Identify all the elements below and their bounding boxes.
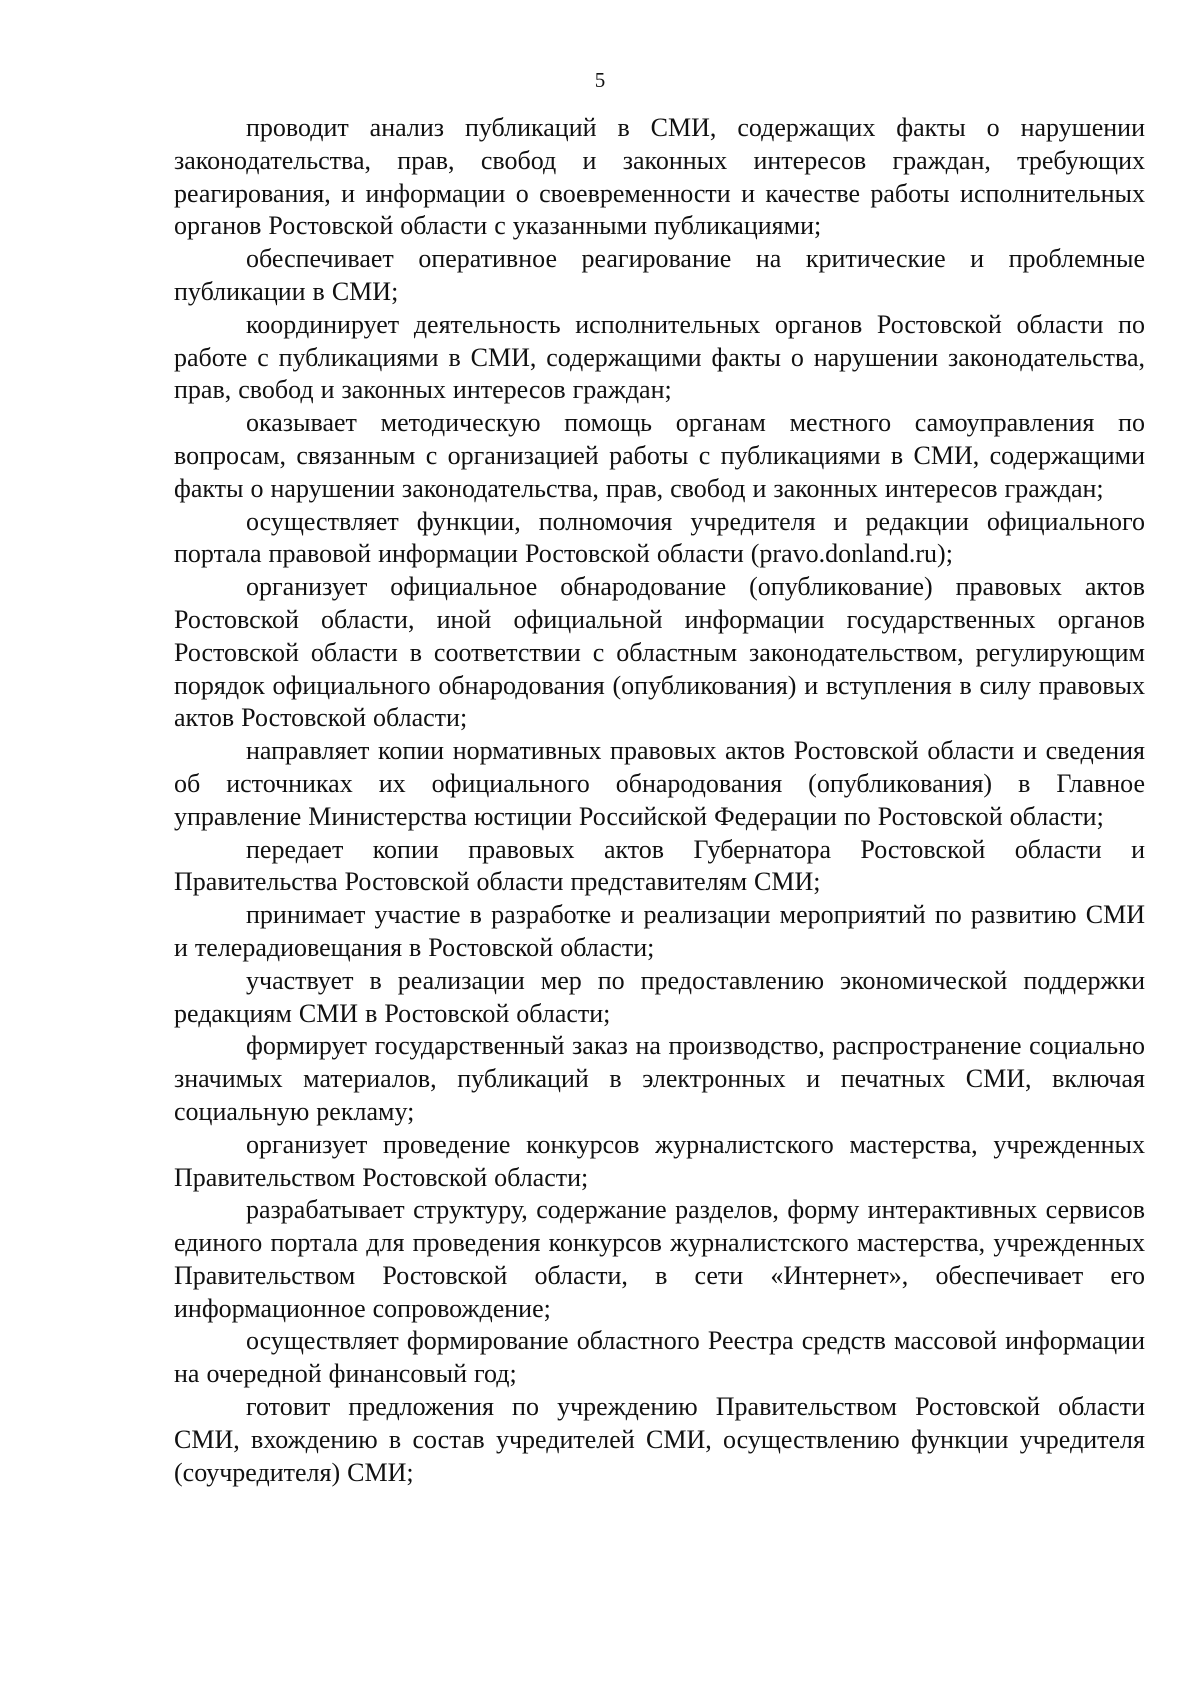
paragraph-critical-response: обеспечивает оперативное реагирование на критические и проблемные публикации в СМИ; [174,244,1145,306]
paragraph-coordination: координирует деятельность исполнительных органов Ростовской области по работе с публикациями в СМИ, содержащими факты о нарушении законодательства, прав, свобод и законных интересов граждан; [174,309,1145,405]
paragraph-copies-to-ministry: направляет копии нормативных правовых актов Ростовской области и сведения об источниках их официального обнародования (опубликования) в Главное управление Министерства юстиции Российской Федерации по Ростовской области; [174,736,1145,831]
paragraph-media-development: принимает участие в разработке и реализации мероприятий по развитию СМИ и телерадиовещания в Ростовской области; [174,900,1145,962]
paragraph-copies-to-media: передает копии правовых актов Губернатора Ростовской области и Правительства Ростовской области представителям СМИ; [174,834,1145,897]
paragraph-publication-analysis: проводит анализ публикаций в СМИ, содержащих факты о нарушении законодательства, прав, свобод и законных интересов граждан, требующих реагирования, и информации о своевременности и качестве работы исполнительных органов Ростовской области с указанными публикациями; [174,113,1145,241]
paragraph-portal-functions: осуществляет функции, полномочия учредителя и редакции официального портала правовой информации Ростовской области (pravo.donland.ru); [174,506,1145,569]
paragraph-contest-portal: разрабатывает структуру, содержание разделов, форму интерактивных сервисов единого портала для проведения конкурсов журналистского мастерства, учрежденных Правительством Ростовской области, в сети «Интернет», обеспечивает его информационное сопровождение; [174,1195,1145,1323]
paragraph-methodical-help: оказывает методическую помощь органам местного самоуправления по вопросам, связанным с организацией работы с публикациями в СМИ, содержащими факты о нарушении законодательства, прав, свобод и законных интересов граждан; [174,408,1145,503]
paragraph-economic-support: участвует в реализации мер по предоставлению экономической поддержки редакциям СМИ в Ростовской области; [174,965,1145,1028]
paragraph-journalism-contests: организует проведение конкурсов журналистского мастерства, учрежденных Правительством Ростовской области; [174,1129,1145,1192]
document-body [174,112,1145,1489]
paragraph-state-order: формирует государственный заказ на производство, распространение социально значимых материалов, публикаций в электронных и печатных СМИ, включая социальную рекламу; [174,1031,1145,1126]
paragraph-official-publication: организует официальное обнародование (опубликование) правовых актов Ростовской области, иной официальной информации государственных органов Ростовской области в соответствии с областным законодательством, регулирующим порядок официального обнародования (опубликования) и вступления в силу правовых актов Ростовской области; [174,572,1145,733]
page-number: 5 [594,68,606,92]
paragraph-media-founding: готовит предложения по учреждению Правительством Ростовской области СМИ, вхождению в состав учредителей СМИ, осуществлению функции учредителя (соучредителя) СМИ; [174,1392,1145,1487]
paragraph-media-registry: осуществляет формирование областного Реестра средств массовой информации на очередной финансовый год; [174,1326,1145,1389]
